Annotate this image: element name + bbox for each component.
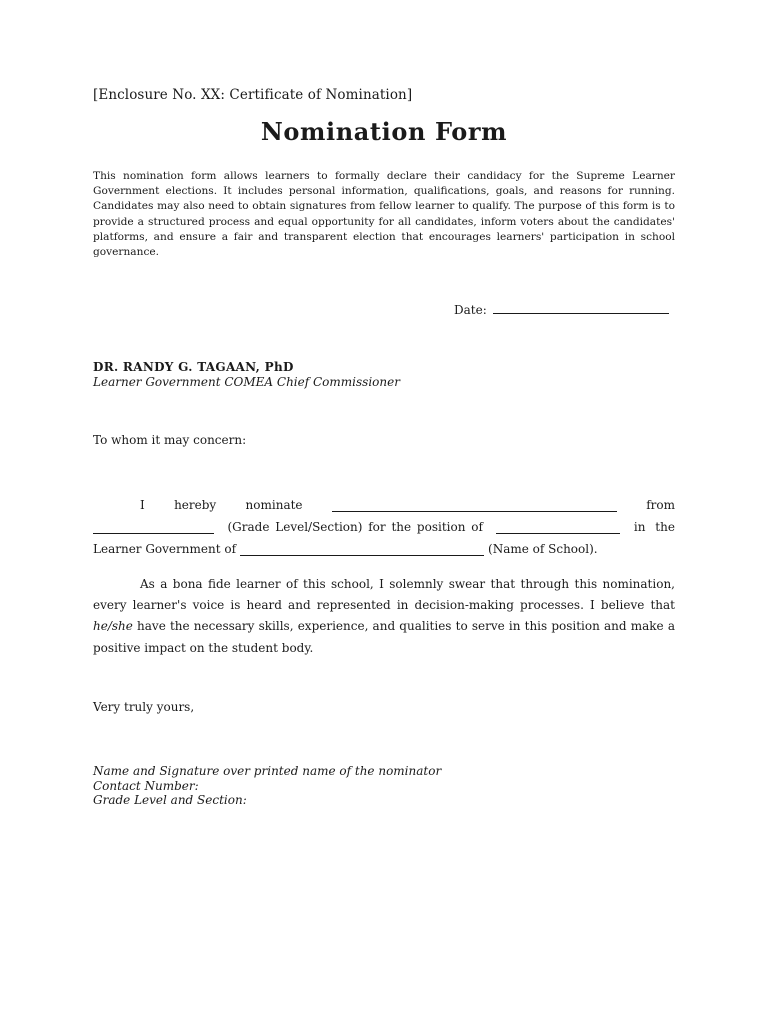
signature-line-grade: Grade Level and Section:: [93, 793, 247, 807]
school-name-blank[interactable]: [240, 543, 484, 556]
nomination-line-1: [93, 490, 675, 512]
salutation: To whom it may concern:: [93, 433, 247, 447]
nominate-word-1: I: [140, 498, 145, 512]
closing: Very truly yours,: [93, 700, 195, 714]
date-blank[interactable]: [493, 303, 669, 314]
nominate-word-2: hereby: [174, 498, 217, 512]
oath-text-1: As a bona fide learner of this school, I solemnly swear that through this nomination, every learner's voice is heard and represented in decision-making processes. I believe that: [93, 577, 675, 613]
in-the-text: in the: [633, 520, 675, 534]
position-blank[interactable]: [496, 521, 620, 534]
nomination-line-3: [93, 534, 675, 556]
date-label: Date:: [454, 303, 487, 317]
nominee-name-blank[interactable]: [332, 499, 617, 512]
oath-pronoun: he/she: [93, 619, 133, 634]
oath-text-2: have the necessary skills, experience, and qualities to serve in this position and make a positive impact on the student body.: [93, 619, 675, 655]
nominate-word-3: nominate: [245, 498, 303, 512]
grade-section-blank[interactable]: [93, 521, 214, 534]
nomination-line-2: [93, 512, 675, 534]
name-of-school-text: (Name of School).: [488, 542, 598, 556]
page-title: Nomination Form: [260, 117, 508, 146]
nominate-word-from: from: [646, 498, 675, 512]
signature-block: [93, 764, 441, 808]
grade-section-text: (Grade Level/Section) for the position of: [227, 520, 483, 534]
intro-paragraph: This nomination form allows learners to formally declare their candidacy for the Supreme Learner Government elections. It includes personal information, qualifications, goals, and reasons for running. Candidates may also need to obtain signatures from fellow learner to qualify. The purpose of this form is to provide a structured process and equal opportunity for all candidates, inform voters about the candidates' platforms, and ensure a fair and transparent election that encourages learners' participation in school governance.: [93, 170, 675, 259]
oath-paragraph: [93, 574, 675, 659]
learner-gov-text: Learner Government of: [93, 542, 237, 556]
addressee-title: Learner Government COMEA Chief Commissioner: [93, 375, 400, 389]
enclosure-label: [Enclosure No. XX: Certificate of Nomination]: [93, 87, 413, 103]
signature-line-name: Name and Signature over printed name of the nominator: [93, 764, 442, 778]
addressee-name: DR. RANDY G. TAGAAN, PhD: [93, 360, 294, 374]
nomination-paragraph: [93, 490, 675, 556]
signature-line-contact: Contact Number:: [93, 778, 199, 793]
date-field: [454, 303, 669, 317]
